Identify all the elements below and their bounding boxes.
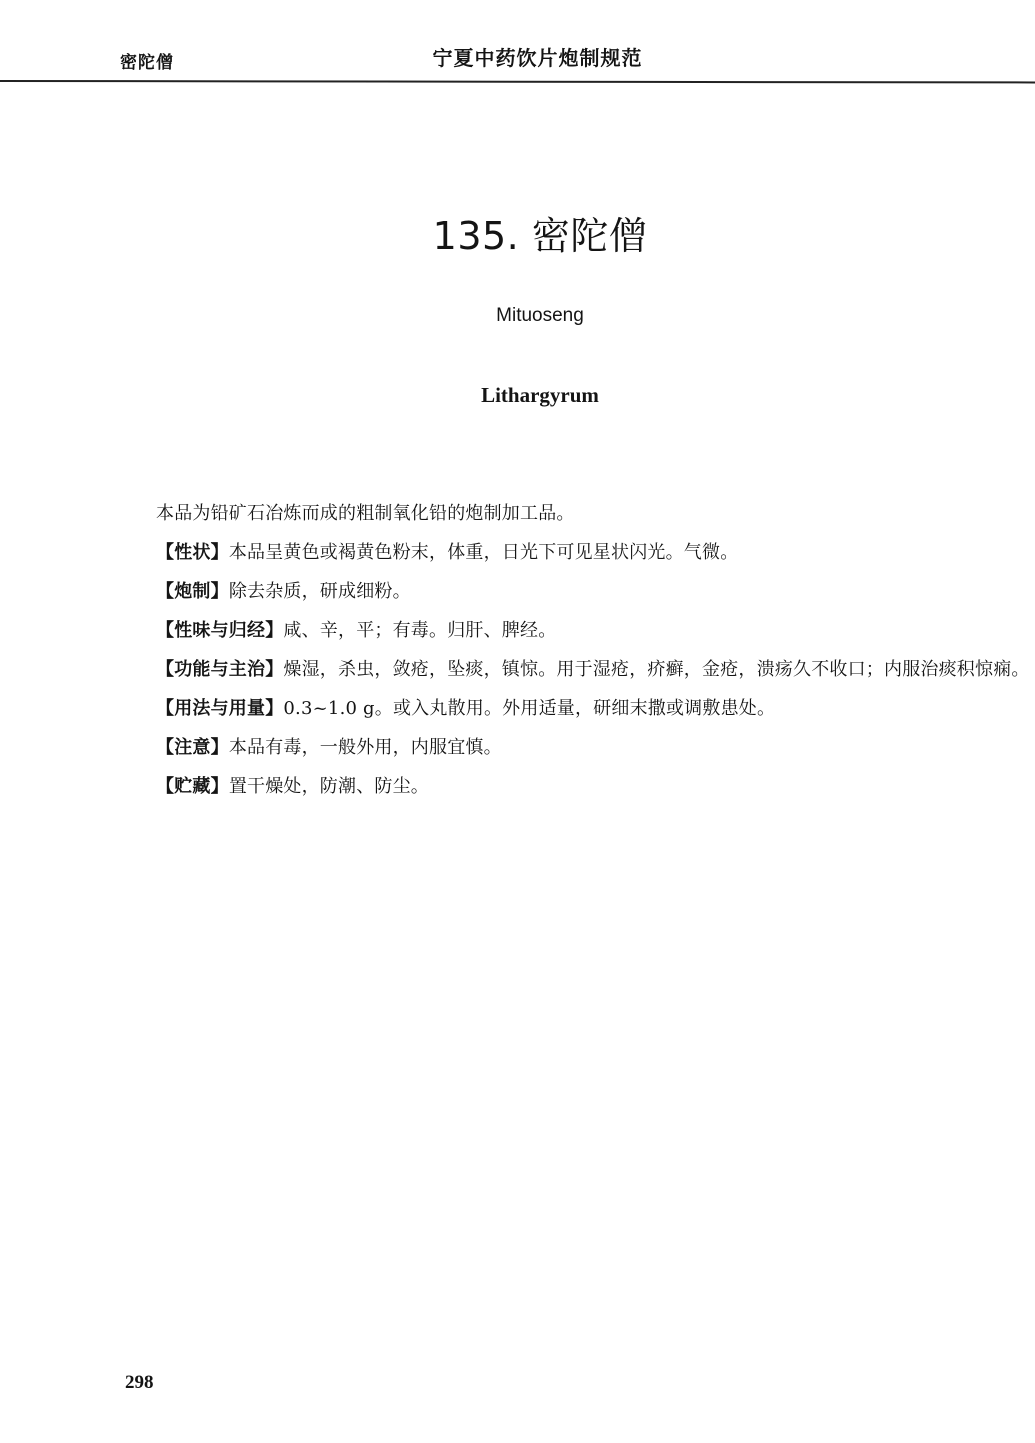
paragraph-nature-meridian: [156, 617, 996, 656]
running-head-book-title: 宁夏中药饮片炮制规范: [432, 46, 643, 70]
entry-latin-name: Lithargyrum: [481, 383, 599, 407]
page-number: 298: [125, 1372, 154, 1393]
paragraph-characteristics: [156, 539, 996, 578]
paragraph-text: 咸、辛，平；有毒。归肝、脾经。: [283, 620, 557, 641]
paragraph-text: 置干燥处，防潮、防尘。: [228, 776, 430, 797]
paragraph-text: 0.3~1.0 g。或入丸散用。外用适量，研细末撒或调敷患处。: [283, 698, 776, 719]
paragraph-precautions: [156, 734, 996, 773]
entry-pinyin: Mituoseng: [496, 305, 584, 326]
paragraph-text: 本品呈黄色或褐黄色粉末，体重，日光下可见星状闪光。气微。: [228, 542, 739, 563]
paragraph-text: 除去杂质，研成细粉。: [228, 581, 411, 602]
section-label: 【用法与用量】: [156, 698, 284, 719]
paragraph-text: 本品为铅矿石冶炼而成的粗制氧化铅的炮制加工品。: [156, 503, 575, 524]
paragraph-usage-dosage: [156, 695, 996, 734]
section-label: 【注意】: [156, 737, 229, 758]
header-divider: [0, 80, 1035, 83]
section-label: 【贮藏】: [156, 776, 229, 797]
paragraph-storage: [156, 773, 996, 812]
running-head-entry-name: 密陀僧: [120, 53, 174, 73]
section-label: 【性状】: [156, 542, 229, 563]
paragraph-text: 本品有毒，一般外用，内服宜慎。: [228, 737, 502, 758]
section-label: 【性味与归经】: [156, 620, 284, 641]
paragraph-source: [156, 500, 996, 539]
section-label: 【炮制】: [156, 581, 229, 602]
paragraph-processing: [156, 578, 996, 617]
entry-body: [156, 500, 1030, 812]
entry-title: 135. 密陀僧: [432, 214, 648, 258]
section-label: 【功能与主治】: [156, 659, 284, 680]
paragraph-functions: [156, 656, 1030, 695]
paragraph-text: 燥湿，杀虫，敛疮，坠痰，镇惊。用于湿疮，疥癣，金疮，溃疡久不收口；内服治痰积惊痫。: [283, 659, 1030, 680]
